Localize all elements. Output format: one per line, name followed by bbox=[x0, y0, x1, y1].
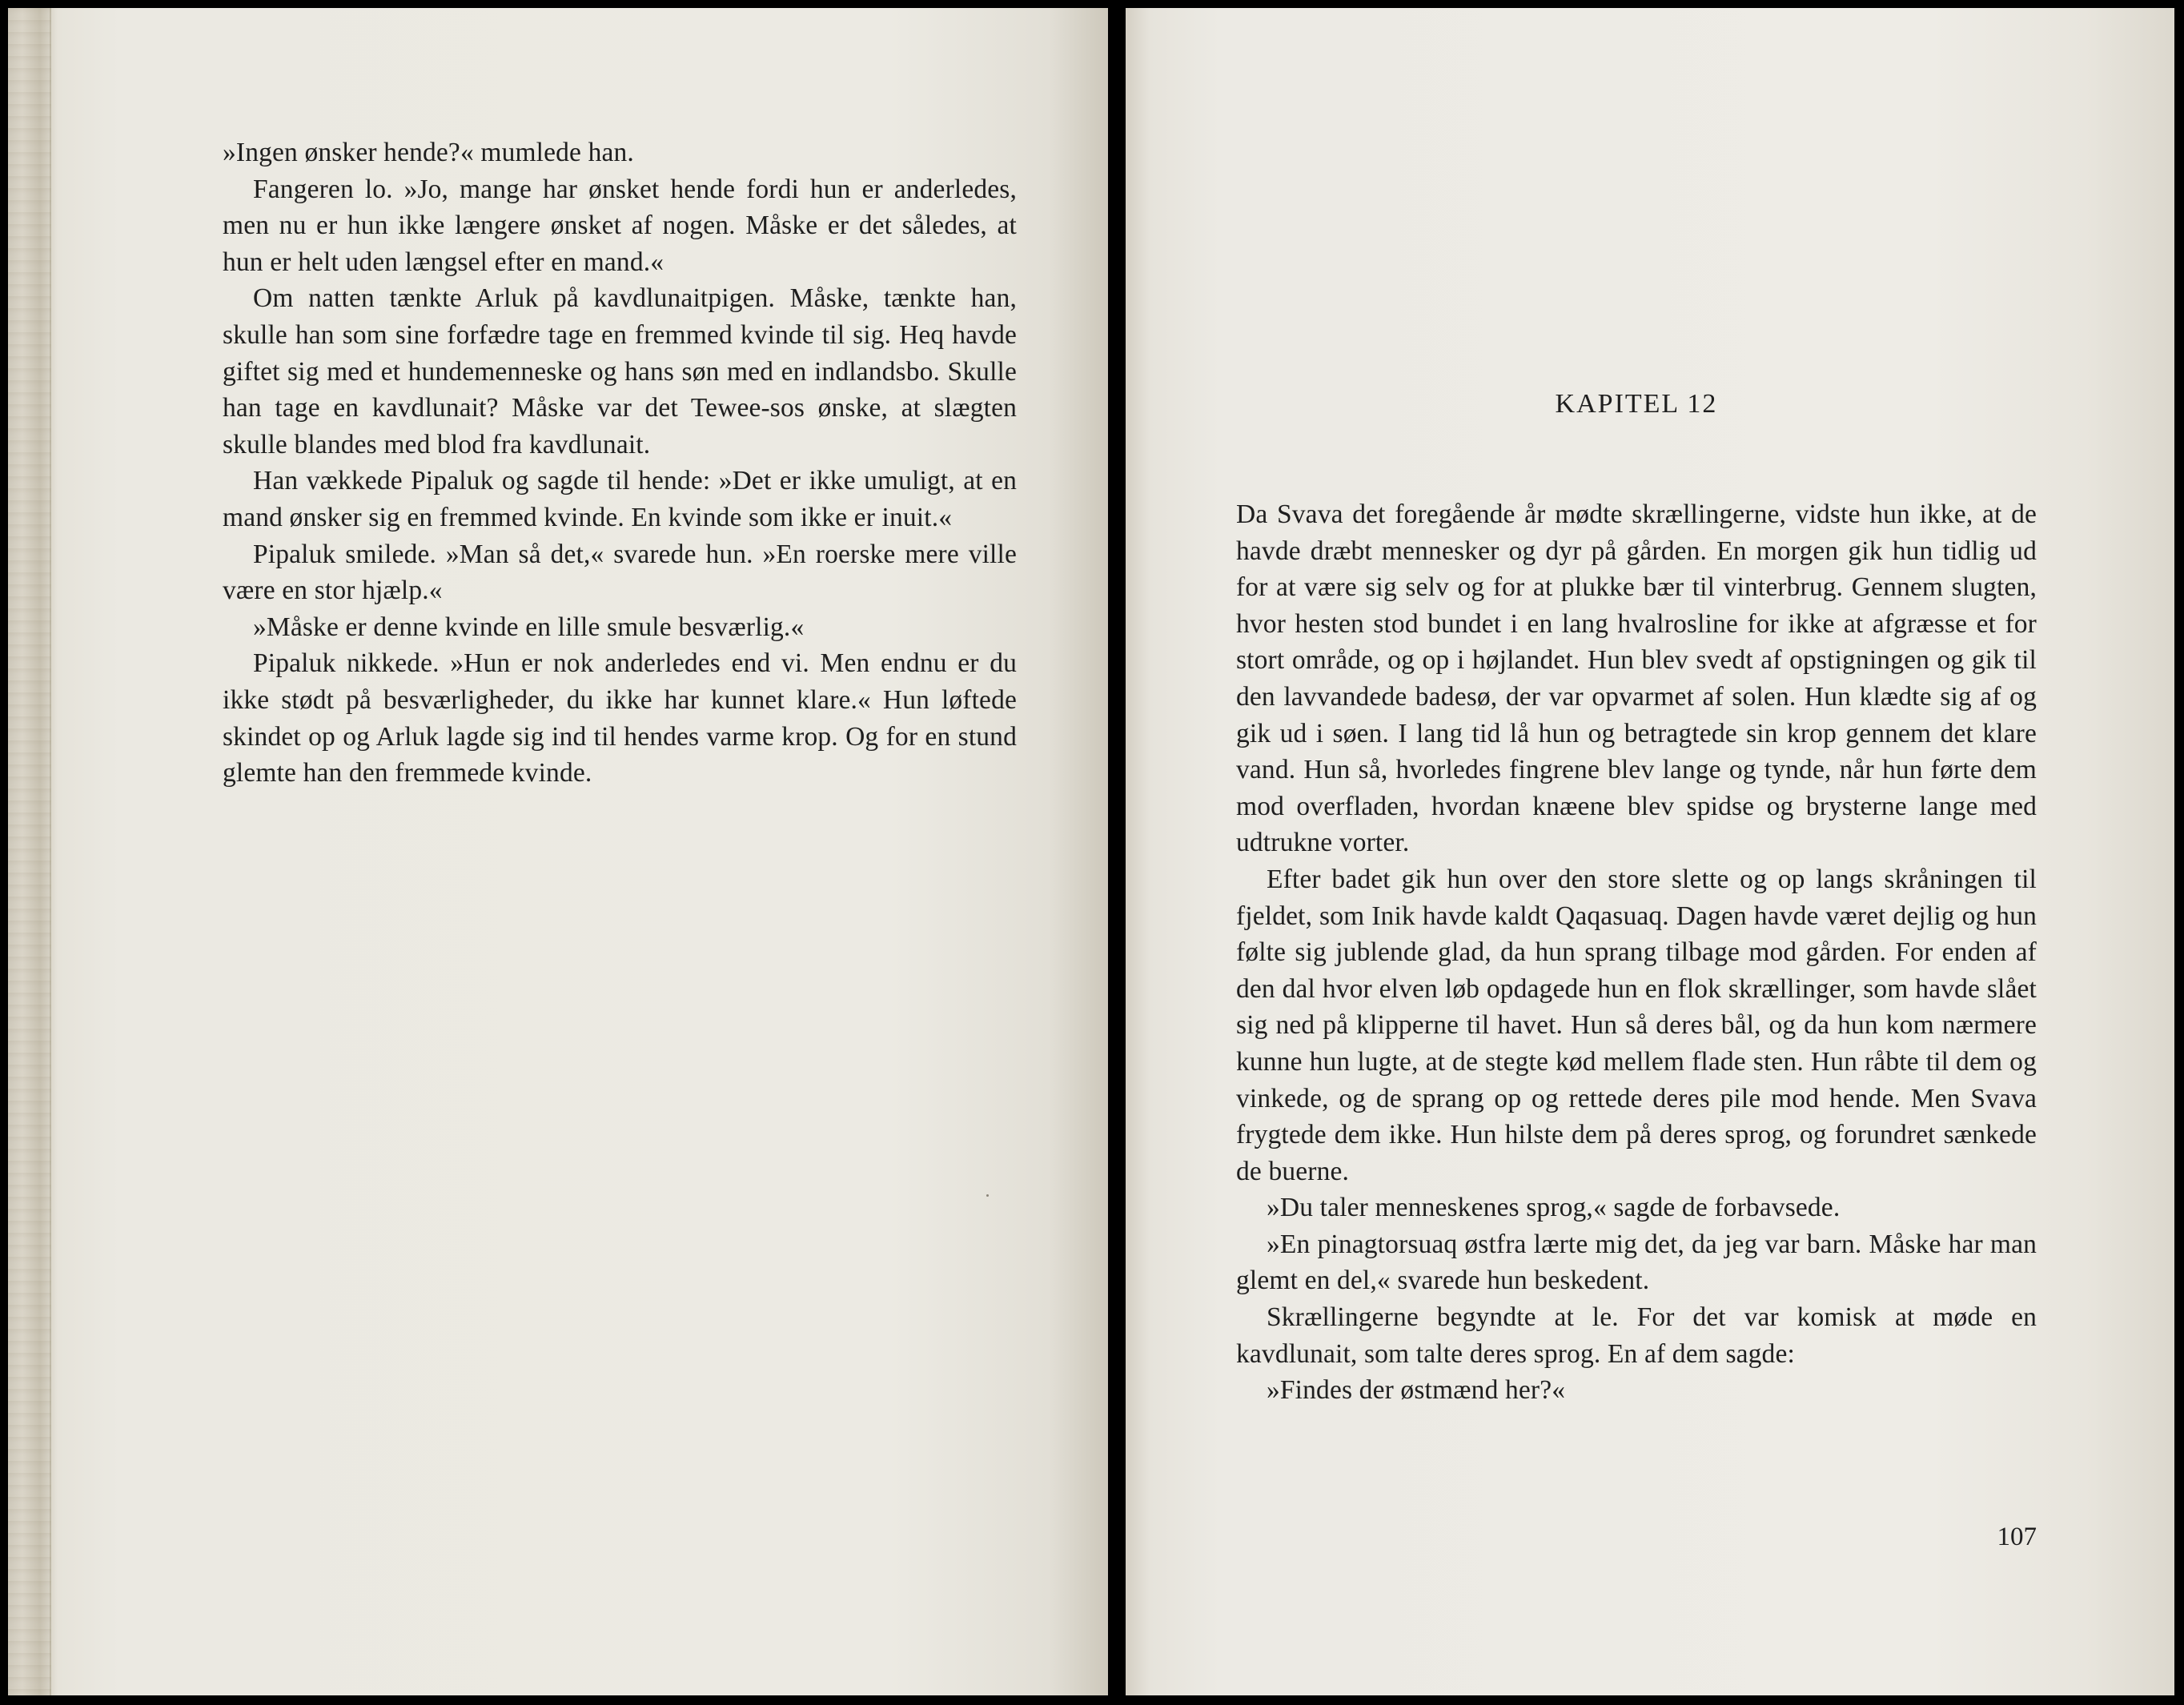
paragraph: Skrællingerne begyndte at le. For det var komisk at møde en kavdlunait, som talte deres sprog. En af dem sagde: bbox=[1236, 1302, 2037, 1369]
paragraph: Han vækkede Pipaluk og sagde til hende: »Det er ikke umuligt, at en mand ønsker sig en fremmed kvinde. En kvinde som ikke er inuit.« bbox=[223, 466, 1017, 532]
paragraph: Om natten tænkte Arluk på kavdlunaitpigen. Måske, tænkte han, skulle han som sine forfædre tage en fremmed kvinde til sig. Heq havde giftet sig med et hundemenneske og hans søn med en indlandsbo. Skulle han tage en kavdlunait? Måske var det Tewee-sos ønske, at slægten skulle blandes med blod fra kavdlunait. bbox=[223, 283, 1017, 459]
left-page-text bbox=[223, 134, 1017, 792]
chapter-heading: KAPITEL 12 bbox=[1555, 389, 1718, 419]
paragraph: Pipaluk smilede. »Man så det,« svarede hun. »En roerske mere ville være en stor hjælp.« bbox=[223, 539, 1017, 606]
paragraph: »Ingen ønsker hende?« mumlede han. bbox=[223, 138, 634, 167]
paper-speck bbox=[986, 1194, 989, 1197]
page-number: 107 bbox=[1997, 1522, 2037, 1551]
right-page bbox=[1126, 8, 2174, 1695]
left-page bbox=[8, 8, 1108, 1695]
paragraph: »Du taler menneskenes sprog,« sagde de forbavsede. bbox=[1267, 1193, 1841, 1223]
paragraph: Efter badet gik hun over den store slette og op langs skråningen til fjeldet, som Inik havde kaldt Qaqasuaq. Dagen havde været dejlig og hun følte sig jublende glad, da hun sprang tilbage mod gården. For enden af den dal hvor elven løb opdagede hun en flok skrællinger, som havde slået sig ned på klipperne til havet. Hun så deres bål, og da hun kom nærmere kunne hun lugte, at de stegte kød mellem flade sten. Hun råbte til dem og vinkede, og de sprang op og rettede deres pile mod hende. Men Svava frygtede dem ikke. Hun hilste dem på deres sprog, og forundret sænkede de buerne. bbox=[1236, 864, 2037, 1186]
paragraph: »En pinagtorsuaq østfra lærte mig det, da jeg var barn. Måske har man glemt en del,« svarede hun beskedent. bbox=[1236, 1229, 2037, 1296]
paragraph: Pipaluk nikkede. »Hun er nok anderledes end vi. Men endnu er du ikke stødt på besværligheder, du ikke har kunnet klare.« Hun løftede skindet op og Arluk lagde sig ind til hendes varme krop. Og for en stund glemte han den fremmede kvinde. bbox=[223, 648, 1017, 788]
right-page-text bbox=[1236, 496, 2037, 1409]
paragraph: »Findes der østmænd her?« bbox=[1267, 1375, 1566, 1406]
paragraph: »Måske er denne kvinde en lille smule besværlig.« bbox=[253, 612, 805, 642]
paragraph: Da Svava det foregående år mødte skrællingerne, vidste hun ikke, at de havde dræbt mennesker og dyr på gården. En morgen gik hun tidlig ud for at være sig selv og for at plukke bær til vinterbrug. Gennem slugten, hvor hesten stod bundet i en lang hvalrosline for ikke at afgræsse et for stort område, og op i højlandet. Hun blev svedt af opstigningen og gik til den lavvandede badesø, der var opvarmet af solen. Hun klædte sig af og gik ud i søen. I lang tid lå hun og betragtede sin krop gennem det klare vand. Hun så, hvorledes fingrene blev lange og tynde, når hun førte dem mod overfladen, hvordan knæene blev spidse og brysterne lange med udtrukne vorter. bbox=[1236, 499, 2037, 858]
page-spine-edge bbox=[8, 8, 51, 1695]
paragraph: Fangeren lo. »Jo, mange har ønsket hende fordi hun er anderledes, men nu er hun ikke længere ønsket af nogen. Måske er det således, at hun er helt uden længsel efter en mand.« bbox=[223, 174, 1017, 277]
